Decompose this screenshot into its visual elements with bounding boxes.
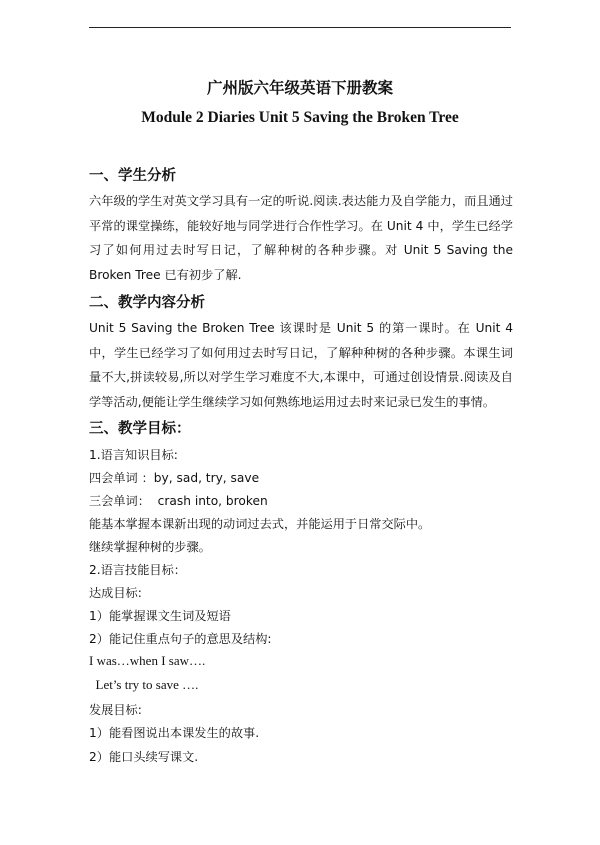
objective-line: 1）能看图说出本课发生的故事. — [89, 726, 260, 740]
example-sentence: I was…when I saw…. — [89, 653, 206, 668]
objective-line: 三会单词： crash into, broken — [89, 494, 268, 508]
objective-line: 四会单词 ：by, sad, try, save — [89, 471, 260, 485]
objective-line: 能基本掌握本课新出现的动词过去式，并能运用于日常交际中。 — [89, 517, 431, 531]
section-heading-objectives: 三、教学目标： — [89, 421, 191, 437]
section-text-content-analysis: Unit 5 Saving the Broken Tree 该课时是 Unit 5 的第一课时。在 Unit 4 中，学生已经学习了如何用过去时写日记，了解种种树的各种步骤。本课生词量不大,拼读较易,所以对学生学习难度不大,本课中，可通过创设情景.阅读及自学等活动,便能让学生继续学习如何熟练地运用过去时来记录已发生的事情。 — [89, 321, 513, 409]
objective-line: 2）能口头续写课文. — [89, 750, 199, 764]
objective-line: 达成目标: — [89, 586, 142, 600]
objective-line: 1.语言知识目标: — [89, 448, 178, 462]
header-rule — [89, 27, 511, 28]
objective-line: 2.语言技能目标： — [89, 563, 186, 577]
objective-line: 发展目标: — [89, 703, 142, 717]
document-title-en: Module 2 Diaries Unit 5 Saving the Broken Tree — [141, 109, 459, 126]
section-text-student-analysis: 六年级的学生对英文学习具有一定的听说.阅读.表达能力及自学能力，而且通过平常的课堂操练，能较好地与同学进行合作性学习。在 Unit 4 中，学生已经学习了如何用过去时写日记，了解种树的各种步骤。对 Unit 5 Saving the Broken Tree 已有初步了解. — [89, 194, 513, 282]
objective-line: 继续掌握种树的步骤。 — [89, 540, 211, 554]
document-title-cn: 广州版六年级英语下册教案 — [206, 79, 393, 97]
section-heading-student-analysis: 一、学生分析 — [89, 168, 176, 184]
objective-line: 1）能掌握课文生词及短语 — [89, 609, 231, 623]
example-sentence: Let’s try to save …. — [89, 677, 199, 692]
section-heading-content-analysis: 二、教学内容分析 — [89, 295, 205, 311]
objective-line: 2）能记住重点句子的意思及结构: — [89, 632, 272, 646]
